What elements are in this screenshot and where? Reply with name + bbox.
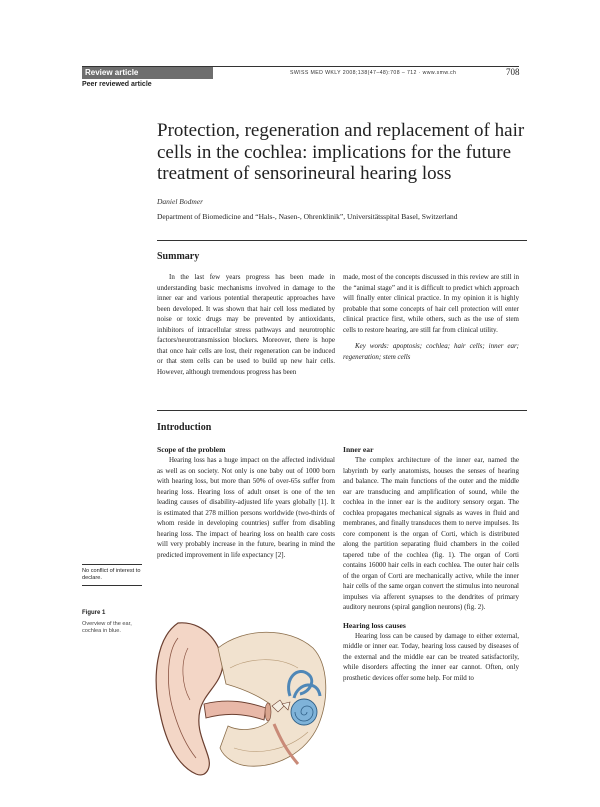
causes-text: Hearing loss can be caused by damage to either external, middle or inner ear. Today, hearing loss caused by diseases of the external and the middle ear can be treated satisfactorily, while disorders affecting the inner ear cannot. Often, only prosthetic devices offer some help. For mild to xyxy=(343,631,519,682)
page-number: 708 xyxy=(506,67,520,77)
cochlea xyxy=(291,699,317,725)
journal-citation: SWISS MED WKLY 2008;138(47–48):708 – 712 · www.smw.ch xyxy=(290,70,457,76)
summary-text-left: In the last few years progress has been made in understanding basic mechanisms involved in damage to the inner ear and various potential therapeutic approaches have been developed. It was shown that hair cell loss mediated by noise or toxic drugs may be prevented by antioxidants, inhibitors of intracellular stress pathways and neurotrophic factors/neurotransmission blockers. Moreover, there is hope that once hair cells are lost, their regeneration can be induced or that stem cells can be used to build up new hair cells. However, although tremendous progress has been xyxy=(157,273,335,376)
intro-column-left xyxy=(157,444,335,560)
summary-text-right: made, most of the concepts discussed in this review are still in the “animal stage” and it is difficult to predict which approach will finally enter clinical practice. In my opinion it is highly probable that some concepts of hair cell protection will enter clinical practice first, while others, such as the use of stem cells to restore hearing, are still far from clinical utility. xyxy=(343,273,519,334)
inner-ear-heading: Inner ear xyxy=(343,445,374,454)
keywords: Key words: apoptosis; cochlea; hair cells; inner ear; regeneration; stem cells xyxy=(343,342,519,361)
figure-caption: Overview of the ear, cochlea in blue. xyxy=(82,621,132,634)
outer-ear-pinna xyxy=(156,623,222,775)
peer-review-tag: Peer reviewed article xyxy=(82,81,152,88)
ear-canal xyxy=(204,701,266,720)
conflict-note: No conflict of interest to declare. xyxy=(82,564,142,586)
intro-column-right xyxy=(343,444,519,683)
article-title: Protection, regeneration and replacement of hair cells in the cochlea: implications for the future treatment of sensorineural hearing loss xyxy=(157,120,525,184)
temporal-bone xyxy=(218,632,326,766)
scope-heading: Scope of the problem xyxy=(157,445,226,454)
ear-anatomy-figure xyxy=(148,608,333,778)
author-affiliation: Department of Biomedicine and “Hals-, Nasen-, Ohrenklinik”, Universitätsspital Basel, Switzerland xyxy=(157,212,458,221)
section-tag: Review article xyxy=(82,67,213,79)
introduction-rule xyxy=(157,410,527,411)
summary-heading: Summary xyxy=(157,251,200,262)
causes-heading: Hearing loss causes xyxy=(343,620,406,630)
figure-label: Figure 1 xyxy=(82,610,106,616)
scope-text: Hearing loss has a huge impact on the affected individual as well as on society. Not only is one baby out of 1000 born with hearing loss, but more than 50% of over-65s suffer from hearing loss. Hearing loss of adult onset is one of the ten leading causes of disability-adjusted life years globally [1]. It is estimated that 278 million persons worldwide (two-thirds of whom reside in developing countries) suffer from disabling hearing loss. The impact of hearing loss on health care costs will very probably increase in the future, bearing in mind the predicted improvement in life expectancy [2]. xyxy=(157,456,335,559)
summary-column-right xyxy=(343,272,519,362)
introduction-heading: Introduction xyxy=(157,422,212,433)
summary-rule xyxy=(157,240,527,241)
summary-column-left xyxy=(157,272,335,377)
inner-ear-text: The complex architecture of the inner ear, named the labyrinth by early anatomists, houses the senses of hearing and balance. The main functions of the outer and the middle ear are transducing and amplification of sound, while the cochlea in the inner ear is the auditory sensory organ. The cochlea propagates mechanical signals as waves in fluid and membranes, and finally transduces them to nerve impulses. Its core component is the organ of Corti, which is distributed along the partition separating fluid chambers in the coiled tapered tube of the cochlea (fig. 1). The organ of Corti contains 16000 hair cells in each cochlea. The outer hair cells of the organ of Corti are mechanically active, while the inner hair cells of the same organ convert the stimulus into neuronal impulses via afferent synapses to the dendrites of primary auditory neurons (spiral ganglion neurons) (fig. 2). xyxy=(343,456,519,611)
author-name: Daniel Bodmer xyxy=(157,197,204,206)
